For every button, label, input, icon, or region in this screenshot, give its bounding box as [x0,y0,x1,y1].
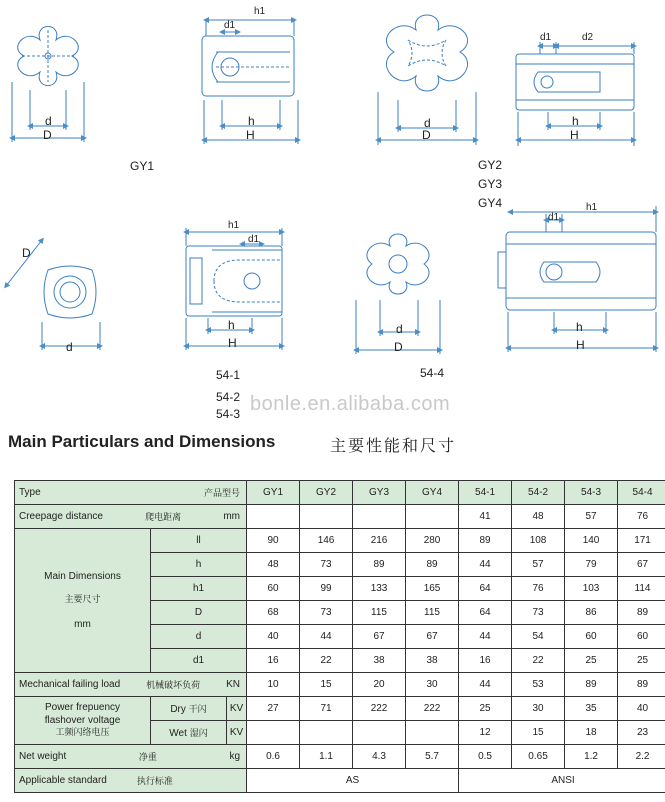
value-cell: 99 [300,577,353,601]
mech-text: Mechanical failing load [19,679,121,690]
value-cell [247,505,300,529]
value-cell: 222 [353,697,406,721]
value-cell: 60 [618,625,665,649]
value-cell: 22 [512,649,565,673]
value-cell: 20 [353,673,406,697]
unit: KN [226,679,241,690]
watermark: bonle.en.alibaba.com [250,393,451,415]
value-cell: 222 [406,697,459,721]
value-cell: 89 [459,529,512,553]
value-cell: 1.1 [300,745,353,769]
model-header: 54-2 [512,481,565,505]
value-cell: 115 [353,601,406,625]
unit: mm [223,511,241,522]
value-cell: 16 [247,649,300,673]
dim-label: H [228,336,237,350]
value-cell: 89 [618,601,665,625]
value-cell: 1.2 [565,745,618,769]
value-cell: 60 [565,625,618,649]
type-header [15,481,247,505]
p544-front-view [356,234,440,354]
value-cell [247,721,300,745]
creepage-text: Creepage distance [19,511,103,522]
dimension-name: d [151,625,247,649]
dim-label: h [248,114,255,128]
dimension-name: d1 [151,649,247,673]
dim-label: H [570,128,579,142]
value-cell: 90 [247,529,300,553]
model-header: GY2 [300,481,353,505]
dim-label: d [45,114,52,128]
main-dim-text-cn: 主要尺寸 [64,595,101,605]
dimension-name: ll [151,529,247,553]
value-cell: 86 [565,601,618,625]
dimension-name: h [151,553,247,577]
value-cell: 216 [353,529,406,553]
value-cell: 44 [459,673,512,697]
p541-front-view [6,240,100,350]
dim-label: d1 [548,212,560,223]
caption-gy3: GY3 [478,177,503,191]
value-cell: 76 [618,505,665,529]
value-cell [300,505,353,529]
wet-label [151,721,227,745]
dim-label: d1 [540,32,552,43]
value-cell: 54 [512,625,565,649]
value-cell: 76 [512,577,565,601]
value-cell: 67 [618,553,665,577]
model-header: 54-1 [459,481,512,505]
dim-label: d2 [582,32,594,43]
flash-text-1: Power frepuency [44,702,121,713]
dim-label: d1 [224,20,236,31]
value-cell [300,721,353,745]
type-label-cn: 产品型号 [204,489,241,499]
dim-label: D [22,246,31,260]
value-cell: 30 [406,673,459,697]
table-row [15,673,665,697]
model-header: GY3 [353,481,406,505]
value-cell: 38 [353,649,406,673]
main-dim-text: Main Dimensions [44,571,121,582]
table-row [15,505,665,529]
unit: KV [227,697,247,721]
value-cell: 15 [300,673,353,697]
dim-label: H [246,128,255,142]
value-cell: 40 [247,625,300,649]
caption-gy2: GY2 [478,158,503,172]
creepage-label [15,505,247,529]
value-cell: 2.2 [618,745,665,769]
caption-54-1: 54-1 [216,368,241,382]
caption-54-2: 54-2 [216,390,241,404]
mech-text-cn: 机械破坏负荷 [146,681,201,691]
standard-label [15,769,247,793]
dim-label: h1 [228,220,240,231]
dimension-name: D [151,601,247,625]
value-cell: 48 [247,553,300,577]
dimension-name: h1 [151,577,247,601]
value-cell: 25 [618,649,665,673]
mech-label [15,673,247,697]
creepage-text-cn: 爬电距离 [145,513,182,523]
dim-label: h [576,320,583,334]
value-cell: 133 [353,577,406,601]
value-cell: 64 [459,601,512,625]
weight-text: Net weight [19,751,67,762]
dry-text-cn: 干闪 [188,705,207,715]
value-cell: 4.3 [353,745,406,769]
table-row [15,529,665,553]
flash-text-cn: 工频闪络电压 [55,728,110,738]
weight-text-cn: 净重 [138,753,157,763]
table-row [15,769,665,793]
model-header: GY1 [247,481,300,505]
value-cell: 0.65 [512,745,565,769]
value-cell: 30 [512,697,565,721]
dim-label: d [396,322,403,336]
dim-label: h [228,318,235,332]
unit: kg [229,751,241,762]
value-cell: 10 [247,673,300,697]
value-cell: 57 [565,505,618,529]
value-cell: 44 [459,625,512,649]
model-header: GY4 [406,481,459,505]
value-cell: 73 [300,553,353,577]
type-label: Type [19,487,41,498]
section-title: Main Particulars and Dimensions [8,432,276,451]
dim-label: d [424,116,431,130]
table-row [15,745,665,769]
caption-gy1: GY1 [130,159,155,173]
unit: KV [227,721,247,745]
value-cell: 23 [618,721,665,745]
value-cell: 44 [459,553,512,577]
value-cell: 60 [247,577,300,601]
dim-label: d1 [248,234,260,245]
dim-label: D [422,128,431,142]
dim-label: d [66,340,73,354]
value-cell: 89 [406,553,459,577]
value-cell: 0.6 [247,745,300,769]
weight-label [15,745,247,769]
value-cell: 171 [618,529,665,553]
value-cell: 5.7 [406,745,459,769]
caption-54-4: 54-4 [420,366,445,380]
value-cell: 38 [406,649,459,673]
unit: mm [74,619,91,630]
value-cell: 89 [565,673,618,697]
value-cell [406,505,459,529]
value-cell: 25 [565,649,618,673]
value-cell: 48 [512,505,565,529]
caption-gy4: GY4 [478,196,503,210]
main-dimensions-label [15,529,151,673]
model-header: 54-3 [565,481,618,505]
value-cell: 71 [300,697,353,721]
standard-as: AS [247,769,459,793]
value-cell: 165 [406,577,459,601]
value-cell: 67 [406,625,459,649]
value-cell: 53 [512,673,565,697]
value-cell: 108 [512,529,565,553]
value-cell [406,721,459,745]
value-cell: 57 [512,553,565,577]
value-cell: 44 [300,625,353,649]
header-row [15,481,665,505]
value-cell: 115 [406,601,459,625]
value-cell: 67 [353,625,406,649]
value-cell: 79 [565,553,618,577]
caption-54-3: 54-3 [216,407,241,421]
value-cell: 89 [618,673,665,697]
value-cell: 114 [618,577,665,601]
standard-text-cn: 执行标准 [136,777,173,787]
value-cell: 16 [459,649,512,673]
value-cell: 73 [512,601,565,625]
dim-label: D [394,340,403,354]
value-cell: 68 [247,601,300,625]
value-cell: 146 [300,529,353,553]
dim-label: h1 [254,6,266,17]
value-cell: 41 [459,505,512,529]
standard-ansi: ANSI [459,769,665,793]
value-cell: 25 [459,697,512,721]
value-cell: 18 [565,721,618,745]
dim-label: h1 [586,202,598,213]
value-cell: 27 [247,697,300,721]
specifications-table [14,480,665,793]
value-cell: 15 [512,721,565,745]
dry-label [151,697,227,721]
wet-text: Wet [169,728,187,739]
value-cell: 280 [406,529,459,553]
flash-text-2: flashover voltage [44,715,121,726]
table-row [15,697,665,721]
value-cell [353,721,406,745]
value-cell: 35 [565,697,618,721]
value-cell [353,505,406,529]
dry-text: Dry [170,704,186,715]
flashover-label [15,697,151,745]
standard-text: Applicable standard [19,775,107,786]
section-title-cn: 主要性能和尺寸 [330,436,457,455]
value-cell: 64 [459,577,512,601]
value-cell: 0.5 [459,745,512,769]
value-cell: 22 [300,649,353,673]
value-cell: 103 [565,577,618,601]
value-cell: 140 [565,529,618,553]
dim-label: D [43,128,52,142]
dim-label: h [572,114,579,128]
dim-label: H [576,338,585,352]
value-cell: 89 [353,553,406,577]
value-cell: 73 [300,601,353,625]
value-cell: 40 [618,697,665,721]
value-cell: 12 [459,721,512,745]
wet-text-cn: 湿闪 [189,729,208,739]
model-header: 54-4 [618,481,665,505]
